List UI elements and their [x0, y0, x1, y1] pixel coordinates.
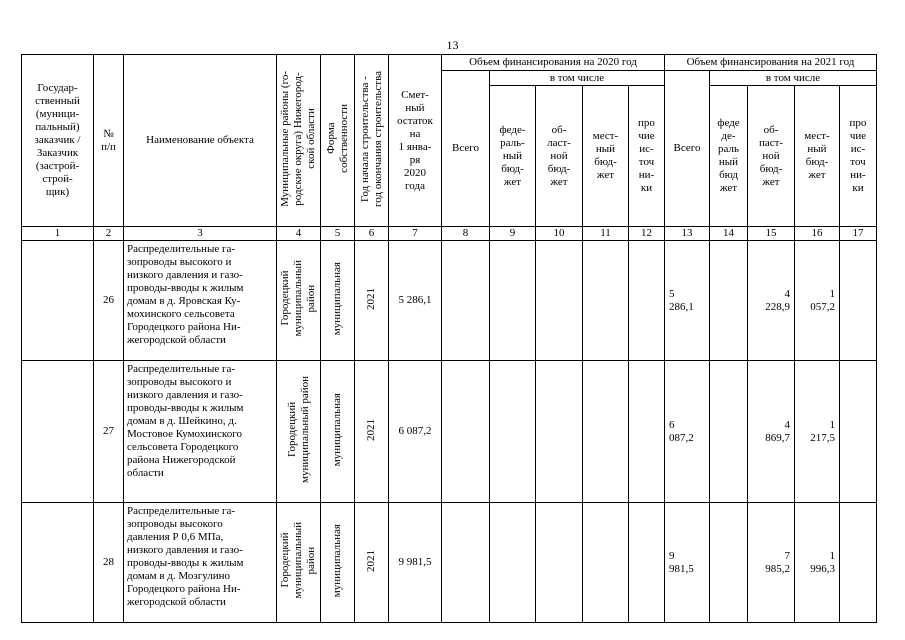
header-regional-2021: об- паст- ной бюд- жет: [748, 86, 795, 227]
header-federal-2021: феде де- раль ный бюд жет: [710, 86, 748, 227]
empty-cell-12: [629, 241, 665, 361]
column-number-10: 10: [536, 227, 583, 241]
customer-cell: [22, 241, 94, 361]
ownership-cell: [321, 503, 355, 623]
header-regional-2020: об- ласт- ной бюд- жет: [536, 86, 583, 227]
column-number-12: 12: [629, 227, 665, 241]
regional-2021-cell: 4 869,7: [748, 361, 795, 503]
district-cell: [277, 241, 321, 361]
other-2021-cell: [840, 503, 877, 623]
total-2021-cell: 9 981,5: [665, 503, 710, 623]
column-number-1: 1: [22, 227, 94, 241]
financing-table: [21, 54, 877, 623]
header-object-name: Наименование объекта: [124, 55, 277, 227]
header-ownership: Форма собственности: [321, 55, 355, 227]
empty-cell-8: [442, 241, 490, 361]
table-row: [22, 241, 877, 361]
header-district: Муниципальные районы (го- родские округа) Нижегород- ской области: [277, 55, 321, 227]
empty-cell-10: [536, 503, 583, 623]
year-cell: [355, 241, 389, 361]
other-2021-cell: [840, 361, 877, 503]
table-row: [22, 503, 877, 623]
column-number-6: 6: [355, 227, 389, 241]
total-2021-cell: 5 286,1: [665, 241, 710, 361]
header-financing-2021: Объем финансирования на 2021 год: [665, 55, 877, 71]
header-local-2021: мест- ный бюд- жет: [795, 86, 840, 227]
local-2021-cell: 1 996,3: [795, 503, 840, 623]
balance-cell: 6 087,2: [389, 361, 442, 503]
header-total-2021: Всего: [665, 71, 710, 227]
empty-cell-10: [536, 361, 583, 503]
empty-cell-10: [536, 241, 583, 361]
empty-cell-9: [490, 503, 536, 623]
column-number-17: 17: [840, 227, 877, 241]
empty-cell-9: [490, 241, 536, 361]
district-cell: [277, 503, 321, 623]
empty-cell-11: [583, 361, 629, 503]
empty-cell-11: [583, 241, 629, 361]
column-number-5: 5: [321, 227, 355, 241]
column-number-7: 7: [389, 227, 442, 241]
district-text: Городецкий муниципальный район: [285, 376, 311, 483]
column-number-13: 13: [665, 227, 710, 241]
empty-cell-12: [629, 361, 665, 503]
column-number-row: [22, 227, 877, 241]
column-number-4: 4: [277, 227, 321, 241]
header-number: № п/п: [94, 55, 124, 227]
column-number-8: 8: [442, 227, 490, 241]
header-other-2021: про чие ис- точ ни- ки: [840, 86, 877, 227]
column-number-16: 16: [795, 227, 840, 241]
header-customer: Государ- ственный (муници- пальный) заказчик / Заказчик (застрой- строй- щик): [22, 55, 94, 227]
ownership-text: муниципальная: [331, 261, 343, 336]
regional-2021-cell: 4 228,9: [748, 241, 795, 361]
row-number-cell: 26: [94, 241, 124, 361]
year-text: 2021: [365, 549, 377, 572]
header-total-2020: Всего: [442, 71, 490, 227]
object-name-cell: Распределительные га- зопроводы высокого и низкого давления и газо- проводы-вводы к жилым домам в д. Яровская Ку- мохинского сельсовета Городецкого района Ни- жегородской области: [124, 241, 277, 361]
header-local-2020: мест- ный бюд- жет: [583, 86, 629, 227]
ownership-cell: [321, 241, 355, 361]
empty-cell-11: [583, 503, 629, 623]
ownership-cell: [321, 361, 355, 503]
district-text: Городецкий муниципальный район: [279, 522, 317, 599]
ownership-text: муниципальная: [331, 392, 343, 467]
object-name-cell: Распределительные га- зопроводы высокого и низкого давления и газо- проводы-вводы к жилым домам в д. Шейкино, д. Мостовое Кумохинского сельсовета Городецкого района Нижегородской области: [124, 361, 277, 503]
empty-cell-8: [442, 361, 490, 503]
empty-cell-12: [629, 503, 665, 623]
customer-cell: [22, 503, 94, 623]
column-number-14: 14: [710, 227, 748, 241]
other-2021-cell: [840, 241, 877, 361]
empty-cell-8: [442, 503, 490, 623]
header-including-2021: в том числе: [710, 71, 877, 86]
header-financing-2020: Объем финансирования на 2020 год: [442, 55, 665, 71]
object-name-cell: Распределительные га- зопроводы высокого давления Р 0,6 МПа, низкого давления и газо- проводы-вводы к жилым домам в д. Мозгулино Городецкого района Ни- жегородской области: [124, 503, 277, 623]
year-cell: [355, 503, 389, 623]
empty-cell-9: [490, 361, 536, 503]
federal-2021-cell: [710, 503, 748, 623]
column-number-15: 15: [748, 227, 795, 241]
federal-2021-cell: [710, 361, 748, 503]
page-number: 13: [446, 38, 459, 52]
column-number-11: 11: [583, 227, 629, 241]
header-other-2020: про чие ис- точ ни- ки: [629, 86, 665, 227]
row-number-cell: 27: [94, 361, 124, 503]
district-cell: [277, 361, 321, 503]
local-2021-cell: 1 057,2: [795, 241, 840, 361]
column-number-3: 3: [124, 227, 277, 241]
balance-cell: 5 286,1: [389, 241, 442, 361]
ownership-text: муниципальная: [331, 523, 343, 598]
column-number-2: 2: [94, 227, 124, 241]
district-text: Городецкий муниципальный район: [279, 260, 317, 337]
header-balance: Смет- ный остаток на 1 янва- ря 2020 года: [389, 55, 442, 227]
year-cell: [355, 361, 389, 503]
column-number-9: 9: [490, 227, 536, 241]
customer-cell: [22, 361, 94, 503]
year-text: 2021: [365, 418, 377, 441]
local-2021-cell: 1 217,5: [795, 361, 840, 503]
row-number-cell: 28: [94, 503, 124, 623]
federal-2021-cell: [710, 241, 748, 361]
total-2021-cell: 6 087,2: [665, 361, 710, 503]
header-federal-2020: феде- раль- ный бюд- жет: [490, 86, 536, 227]
header-years: Год начала строительства - год окончания строительства: [355, 55, 389, 227]
regional-2021-cell: 7 985,2: [748, 503, 795, 623]
table-row: [22, 361, 877, 503]
year-text: 2021: [365, 287, 377, 310]
balance-cell: 9 981,5: [389, 503, 442, 623]
header-including-2020: в том числе: [490, 71, 665, 86]
